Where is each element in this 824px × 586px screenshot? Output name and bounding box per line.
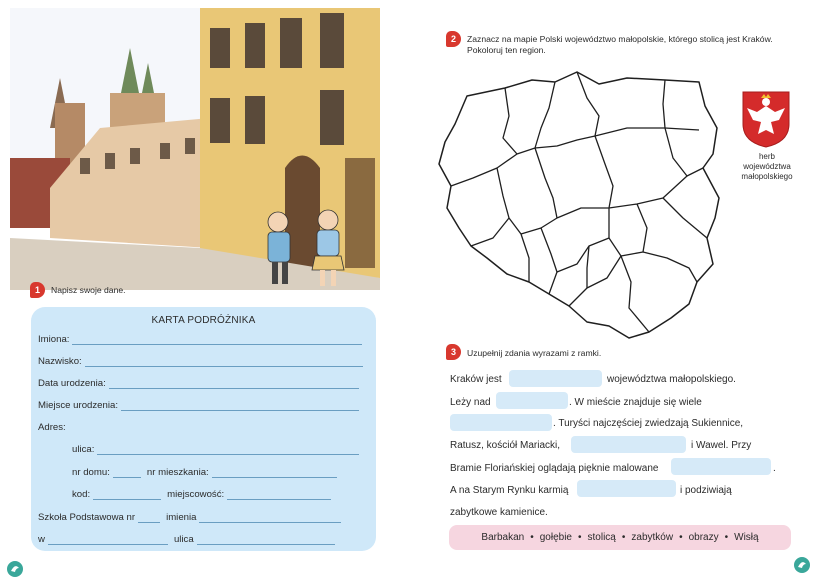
blank-1[interactable] xyxy=(509,370,602,387)
blank-4[interactable] xyxy=(571,436,686,453)
word-obrazy[interactable]: obrazy xyxy=(688,532,719,543)
krakow-street-illustration xyxy=(10,8,380,290)
label-nr-domu: nr domu: xyxy=(72,467,110,478)
task-2-line2: Pokoloruj ten region. xyxy=(467,45,546,55)
task-3-instruction: Uzupełnij zdania wyrazami z ramki. xyxy=(467,348,602,358)
separator-dot: • xyxy=(530,532,534,543)
label-w: w xyxy=(38,534,45,545)
separator-dot: • xyxy=(621,532,626,543)
sentence-2b: . W mieście znajduje się wiele xyxy=(569,397,702,408)
row-nazwisko xyxy=(38,356,363,367)
card-title: KARTA PODRÓŻNIKA xyxy=(151,315,256,326)
row-imiona xyxy=(38,334,362,345)
word-barbakan[interactable]: Barbakan xyxy=(481,532,525,543)
crest-caption-line2: województwa xyxy=(743,162,791,171)
word-golebie[interactable]: gołębie xyxy=(539,532,572,543)
label-miejscowosc: miejscowość: xyxy=(167,489,225,500)
sentence-1b: województwa małopolskiego. xyxy=(607,374,736,385)
crest-caption-line1: herb xyxy=(758,152,775,161)
word-stolica[interactable]: stolicą xyxy=(587,532,616,543)
corner-logo-icon xyxy=(6,560,24,578)
field-ulica[interactable] xyxy=(97,446,359,455)
row-w-ulica xyxy=(38,534,335,545)
sentence-5b: . xyxy=(773,463,776,474)
label-nazwisko: Nazwisko: xyxy=(38,356,82,367)
label-imiona: Imiona: xyxy=(38,334,70,345)
blank-2[interactable] xyxy=(496,392,568,409)
field-kod[interactable] xyxy=(93,491,161,500)
separator-dot: • xyxy=(724,532,729,543)
task-2-badge: 2 xyxy=(446,31,461,47)
traveler-card xyxy=(31,307,376,551)
separator-dot: • xyxy=(578,532,582,543)
field-data-urodzenia[interactable] xyxy=(109,380,359,389)
label-adres: Adres: xyxy=(38,422,66,433)
task-1-text: Napisz swoje dane. xyxy=(51,285,126,295)
word-wisla[interactable]: Wisłą xyxy=(734,532,759,543)
poland-voivodeship-map[interactable] xyxy=(437,68,727,340)
label-imienia: imienia xyxy=(166,512,197,523)
row-adres xyxy=(38,422,66,433)
blank-3[interactable] xyxy=(450,414,552,431)
sentence-5a: Bramie Floriańskiej oglądają pięknie malowane xyxy=(450,463,659,474)
crest-caption-line3: małopolskiego xyxy=(741,172,793,181)
label-nr-mieszkania: nr mieszkania: xyxy=(146,467,209,478)
field-w[interactable] xyxy=(48,536,168,545)
field-ulica2[interactable] xyxy=(197,536,335,545)
sentence-3: . Turyści najczęściej zwiedzają Sukiennice, xyxy=(553,418,744,429)
task-2-line1: Zaznacz na mapie Polski województwo małopolskie, którego stolicą jest Kraków. xyxy=(467,34,773,44)
row-szkola xyxy=(38,512,341,523)
task-1-badge: 1 xyxy=(30,282,45,298)
field-miejscowosc[interactable] xyxy=(227,491,331,500)
label-szkola: Szkoła Podstawowa nr xyxy=(38,512,136,523)
malopolska-coat-of-arms xyxy=(741,90,791,148)
label-data-urodzenia: Data urodzenia: xyxy=(38,378,106,389)
word-bank xyxy=(449,525,791,550)
label-kod: kod: xyxy=(72,489,91,500)
row-ulica xyxy=(72,444,359,455)
sentence-4a: Ratusz, kościół Mariacki, xyxy=(450,440,561,451)
corner-logo-icon xyxy=(793,556,811,574)
sentence-6a: A na Starym Rynku karmią xyxy=(450,485,569,496)
label-ulica: ulica: xyxy=(72,444,95,455)
sentence-2a: Leży nad xyxy=(450,397,491,408)
row-kod xyxy=(72,489,331,500)
field-nr-mieszkania[interactable] xyxy=(212,469,337,478)
sentence-7: zabytkowe kamienice. xyxy=(450,507,548,518)
field-imienia[interactable] xyxy=(199,514,341,523)
blank-6[interactable] xyxy=(577,480,676,497)
field-nr-domu[interactable] xyxy=(113,469,141,478)
sentence-1a: Kraków jest xyxy=(450,374,502,385)
sentence-4b: i Wawel. Przy xyxy=(691,440,752,451)
separator-dot: • xyxy=(679,532,683,543)
task-3-badge: 3 xyxy=(446,344,461,360)
field-imiona[interactable] xyxy=(72,336,362,345)
field-miejsce-urodzenia[interactable] xyxy=(121,402,359,411)
sentence-6b: i podziwiają xyxy=(680,485,732,496)
blank-5[interactable] xyxy=(671,458,771,475)
field-szkola-nr[interactable] xyxy=(138,514,160,523)
row-nr-domu xyxy=(72,467,337,478)
row-data-urodzenia xyxy=(38,378,359,389)
word-zabytkow[interactable]: zabytków xyxy=(631,532,674,543)
row-miejsce-urodzenia xyxy=(38,400,359,411)
label-miejsce-urodzenia: Miejsce urodzenia: xyxy=(38,400,118,411)
label-ulica2: ulica xyxy=(173,534,194,545)
field-nazwisko[interactable] xyxy=(85,358,363,367)
crest-caption xyxy=(727,152,807,182)
